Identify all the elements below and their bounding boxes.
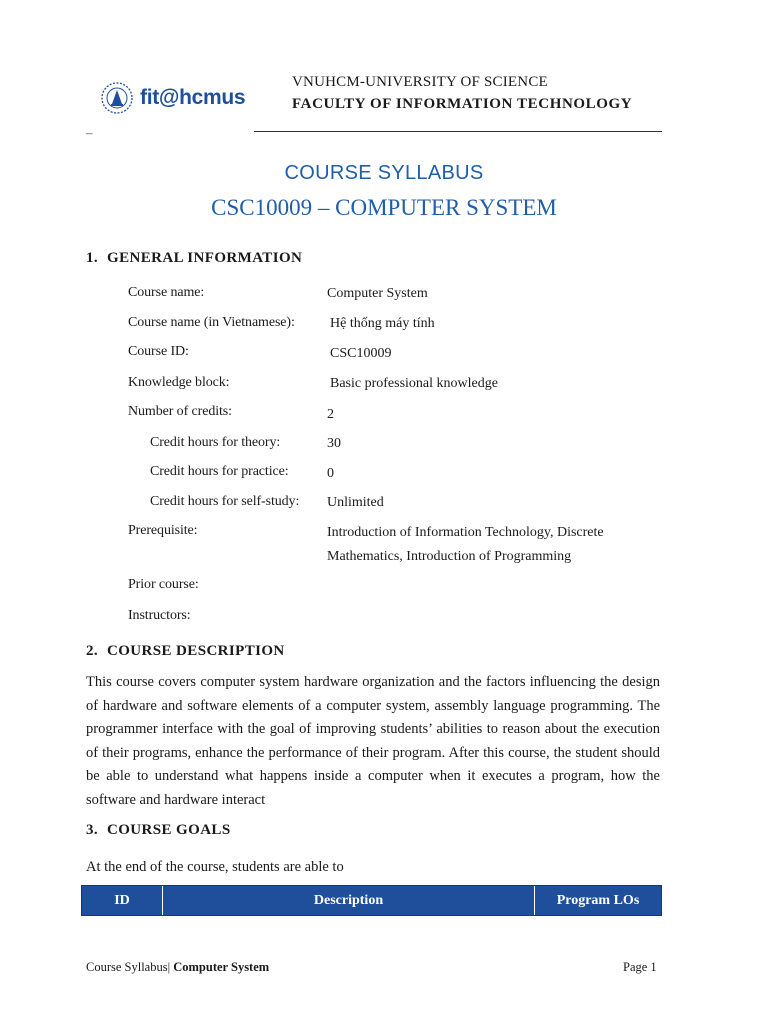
logo-text: fit@hcmus — [140, 86, 246, 109]
info-label-self-study-hours: Credit hours for self-study: — [150, 494, 300, 509]
faculty-name: FACULTY OF INFORMATION TECHNOLOGY — [292, 96, 633, 112]
footer-course-name: Computer System — [173, 960, 270, 974]
info-label-theory-hours: Credit hours for theory: — [150, 435, 281, 450]
footer-doc-label: Course Syllabus| — [86, 960, 174, 974]
section-number: 1. — [86, 250, 99, 266]
info-label-prerequisite: Prerequisite: — [128, 523, 198, 538]
page-number: Page 1 — [623, 960, 657, 974]
info-label-prior-course: Prior course: — [128, 577, 199, 592]
info-value-credits: 2 — [327, 407, 334, 422]
section-title: COURSE GOALS — [107, 822, 231, 838]
info-label-practice-hours: Credit hours for practice: — [150, 464, 289, 479]
section-heading-course-description — [86, 643, 285, 660]
table-header-program-los: Program LOs — [535, 886, 661, 915]
info-value-prerequisite: Introduction of Information Technology, Discrete Mathematics, Introduction of Programming — [327, 525, 604, 564]
info-value-theory-hours: 30 — [327, 436, 341, 451]
info-label-course-name: Course name: — [128, 285, 205, 300]
course-description-text: This course covers computer system hardware organization and the factors influencing the design of hardware and software elements of a computer system, assembly language programming. The programmer interface with the goal of improving students’ abilities to reason about the execution of their programs, enhance the performance of their program. After this course, the student should be able to understand what happens inside a computer when it executes a program, how the software and hardware interact — [86, 674, 660, 808]
info-value-practice-hours: 0 — [327, 466, 334, 481]
section-heading-course-goals — [86, 822, 231, 839]
goals-intro-text: At the end of the course, students are able to — [86, 859, 344, 875]
table-header-id: ID — [82, 886, 163, 915]
header-dash: – — [86, 125, 93, 140]
info-label-knowledge-block: Knowledge block: — [128, 375, 230, 390]
document-title: COURSE SYLLABUS — [284, 162, 484, 184]
course-title: CSC10009 – COMPUTER SYSTEM — [211, 195, 557, 220]
info-value-course-name: Computer System — [327, 286, 428, 301]
header-divider — [254, 131, 662, 132]
faculty-logo — [100, 80, 250, 116]
university-seal-icon — [100, 81, 134, 115]
info-value-knowledge-block: Basic professional knowledge — [330, 376, 498, 391]
university-name: VNUHCM-UNIVERSITY OF SCIENCE — [292, 74, 548, 90]
section-heading-general-information — [86, 250, 302, 267]
info-value-self-study-hours: Unlimited — [327, 495, 384, 510]
info-label-course-name-vn: Course name (in Vietnamese): — [128, 315, 295, 330]
goals-table-header — [81, 885, 662, 916]
section-title: COURSE DESCRIPTION — [107, 643, 285, 659]
info-value-course-name-vn: Hệ thống máy tính — [330, 316, 435, 331]
section-title: GENERAL INFORMATION — [107, 250, 303, 266]
info-value-course-id: CSC10009 — [330, 346, 392, 361]
table-header-description: Description — [163, 886, 535, 915]
info-label-instructors: Instructors: — [128, 608, 191, 623]
info-label-credits: Number of credits: — [128, 404, 232, 419]
section-number: 3. — [86, 822, 99, 838]
info-label-course-id: Course ID: — [128, 344, 189, 359]
page-footer-left — [86, 960, 269, 975]
section-number: 2. — [86, 643, 99, 659]
